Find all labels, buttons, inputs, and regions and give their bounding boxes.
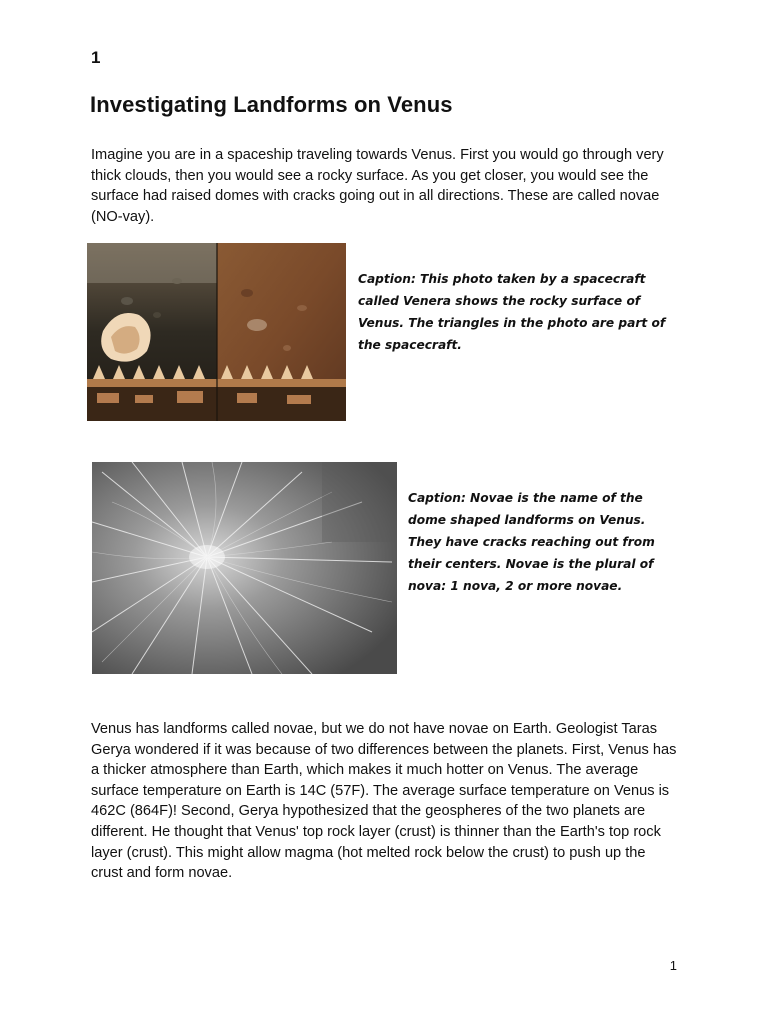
venera-photo-caption: Caption: This photo taken by a spacecraft called Venera shows the rocky surface of Venus. The triangles in the photo are part of the spacecraft. [358, 272, 666, 352]
body-paragraph: Venus has landforms called novae, but we do not have novae on Earth. Geologist Taras Gerya wondered if it was because of two differences between the planets. First, Venus has a thicker atmosphere than Earth, which makes it much hotter on Venus. The average surface temperature on Earth is 14C (57F). The average surface temperature on Venus is 462C (864F)! Second, Gerya hypothesized that the geospheres of the two planets are different. He thought that Venus' top rock layer (crust) is thinner than the Earth's top rock layer (crust). This might allow magma (hot melted rock below the crust) to push up the crust and form novae. [91, 721, 677, 882]
page-number-bottom: 1 [669, 958, 677, 973]
page-title: Investigating Landforms on Venus [90, 92, 453, 117]
novae-image-caption: Caption: Novae is the name of the dome shaped landforms on Venus. They have cracks reaching out from their centers. Novae is the plural of nova: 1 nova, 2 or more novae. [408, 491, 655, 593]
novae-radar-image [92, 462, 397, 674]
page-number-top: 1 [91, 48, 101, 67]
intro-paragraph: Imagine you are in a spaceship traveling towards Venus. First you would go through very thick clouds, then you would see a rocky surface. As you get closer, you would see the surface had raised domes with cracks going out in all directions. These are called novae (NO-vay). [91, 147, 664, 225]
venera-surface-photo [87, 243, 346, 421]
